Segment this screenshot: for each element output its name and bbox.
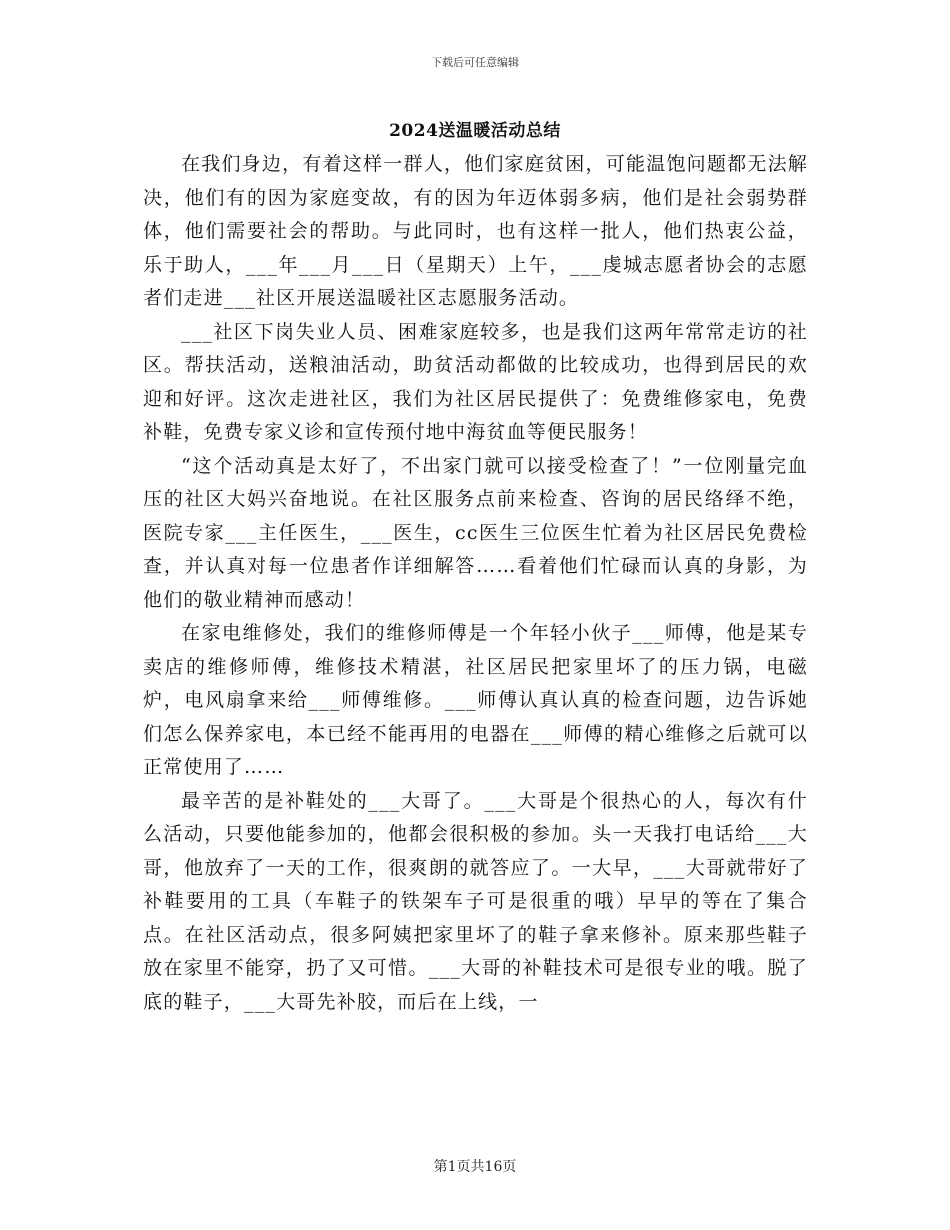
paragraph: 最辛苦的是补鞋处的___大哥了。___大哥是个很热心的人，每次有什么活动，只要他能参加的，他都会很积极的参加。头一天我打电话给___大哥，他放弃了一天的工作，很爽朗的就答应了。一大早，___大哥就带好了补鞋要用的工具（车鞋子的铁架车子可是很重的哦）早早的等在了集合点。在社区活动点，很多阿姨把家里坏了的鞋子拿来修补。原来那些鞋子放在家里不能穿，扔了又可惜。___大哥的补鞋技术可是很专业的哦。脱了底的鞋子，___大哥先补胶，而后在上线，一 <box>143 789 808 1013</box>
paragraph: “这个活动真是太好了，不出家门就可以接受检查了！”一位刚量完血压的社区大妈兴奋地说。在社区服务点前来检查、咨询的居民络绎不绝，医院专家___主任医生，___医生，cc医生三位医生忙着为社区居民免费检查，并认真对每一位患者作详细解答……看着他们忙碌而认真的身影，为他们的敬业精神而感动！ <box>143 454 808 611</box>
paragraph: 在我们身边，有着这样一群人，他们家庭贫困，可能温饱问题都无法解决，他们有的因为家庭变故，有的因为年迈体弱多病，他们是社会弱势群体，他们需要社会的帮助。与此同时，也有这样一批人，他们热衷公益，乐于助人，___年___月___日（星期天）上午，___虔城志愿者协会的志愿者们走进___社区开展送温暖社区志愿服务活动。 <box>143 153 808 309</box>
document-body <box>143 148 808 1019</box>
paragraph: ___社区下岗失业人员、困难家庭较多，也是我们这两年常常走访的社区。帮扶活动，送粮油活动，助贫活动都做的比较成功，也得到居民的欢迎和好评。这次走进社区，我们为社区居民提供了：免费维修家电，免费补鞋，免费专家义诊和宣传预付地中海贫血等便民服务！ <box>143 320 808 443</box>
page-number: 第1页共16页 <box>433 1159 517 1175</box>
paragraph: 在家电维修处，我们的维修师傅是一个年轻小伙子___师傅，他是某专卖店的维修师傅，维修技术精湛，社区居民把家里坏了的压力锅，电磁炉，电风扇拿来给___师傅维修。___师傅认真认真的检查问题，边告诉她们怎么保养家电，本已经不能再用的电器在___师傅的精心维修之后就可以正常使用了…… <box>143 622 808 778</box>
document-title: 2024送温暖活动总结 <box>389 121 561 141</box>
page-header-note: 下载后可任意编辑 <box>431 56 519 69</box>
